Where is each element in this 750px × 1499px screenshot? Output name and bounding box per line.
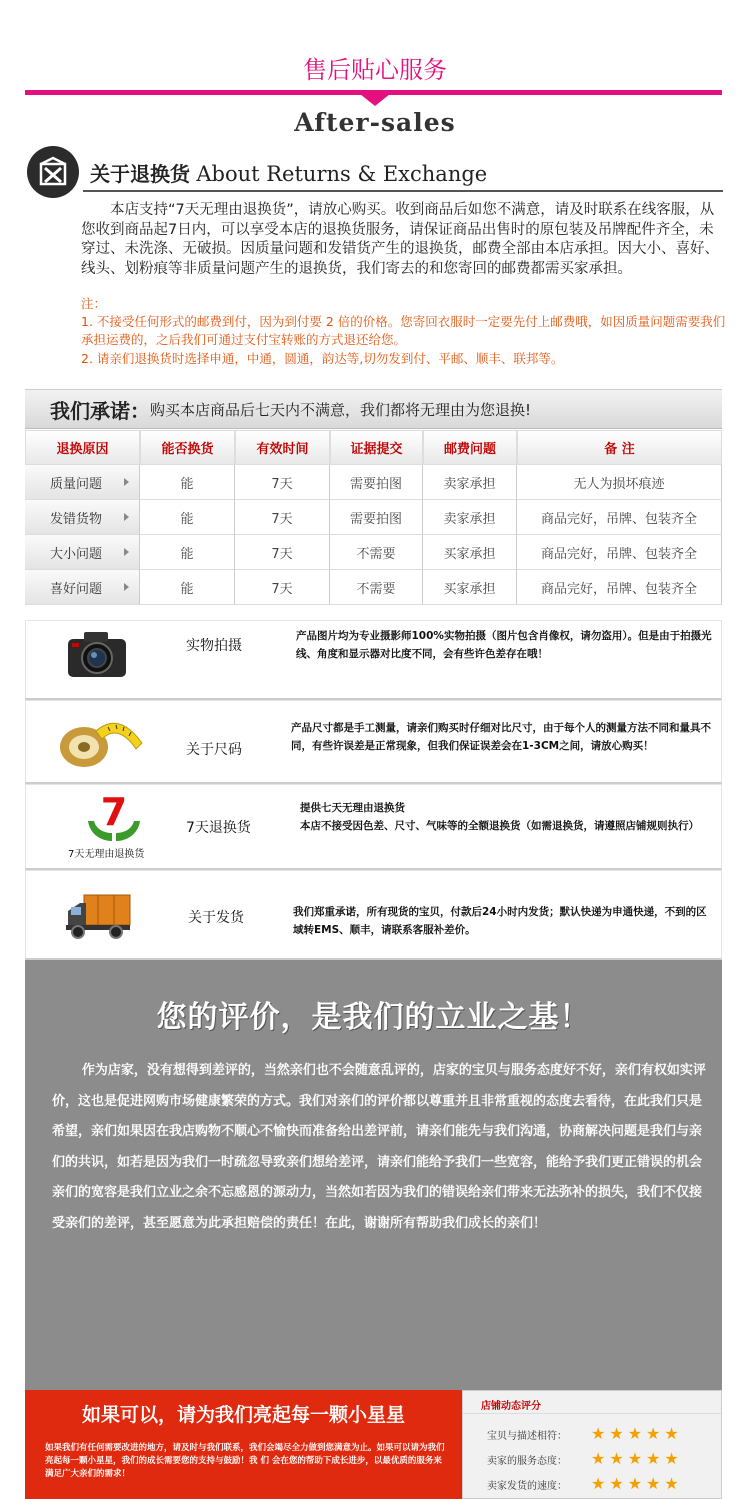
star-icon: ★ — [627, 1474, 643, 1493]
svg-text:7: 7 — [100, 791, 128, 834]
info-size-desc: 产品尺寸都是手工测量，请亲们购买时仔细对比尺寸，由于每个人的测量方法不同和量具不同，有些许误差是正常现象，但我们保证误差会在1-3CM之间，请放心购买！ — [291, 722, 711, 752]
rating-row — [487, 1475, 717, 1493]
row-label-text: 大小问题 — [50, 546, 103, 562]
table-cell: 需要拍图 — [330, 500, 423, 535]
table-row-label — [25, 570, 140, 605]
rating-label: 卖家发货的速度： — [487, 1480, 567, 1492]
star-icon: ★ — [591, 1474, 606, 1493]
returns-heading-cn: 关于退换货 — [90, 162, 190, 186]
table-header-cell: 邮费问题 — [423, 430, 517, 465]
table-row-label — [25, 535, 140, 570]
rating-row — [487, 1425, 717, 1443]
returns-table — [25, 430, 722, 605]
info-photo-desc: 产品图片均为专业摄影师100%实物拍摄（图片包含肖像权，请勿盗用）。但是由于拍摄光线、角度和显示器对比度不同，会有些许色差存在哦！ — [296, 630, 712, 660]
row-label-text: 喜好问题 — [50, 581, 103, 597]
page-subtitle: After-sales — [294, 108, 456, 137]
banner-title: 如果可以，请为我们亮起每一颗小星星 — [81, 1404, 405, 1426]
star-icon: ★ — [664, 1424, 679, 1443]
table-row — [25, 465, 722, 500]
table-cell: 商品完好，吊牌、包装齐全 — [517, 570, 722, 605]
info-return — [25, 784, 722, 870]
returns-heading-en: About Returns & Exchange — [196, 162, 488, 186]
table-cell: 不需要 — [330, 535, 423, 570]
page-title: 售后贴心服务 — [303, 56, 447, 84]
star-icon: ★ — [591, 1424, 606, 1443]
info-return-desc — [300, 799, 720, 835]
measuring-tape-icon — [56, 713, 146, 775]
info-return-label: 7天退换货 — [186, 820, 251, 836]
table-row-label — [25, 465, 140, 500]
triangle-right-icon — [124, 478, 129, 486]
info-size-label: 关于尺码 — [186, 742, 242, 758]
triangle-right-icon — [124, 583, 129, 591]
seven-day-return-icon — [84, 791, 144, 849]
table-cell: 7天 — [235, 465, 330, 500]
delivery-truck-icon — [66, 893, 132, 943]
shop-rating — [462, 1390, 722, 1499]
star-icon: ★ — [591, 1449, 606, 1468]
star-icon: ★ — [627, 1449, 643, 1468]
crossed-box-icon — [27, 146, 79, 198]
table-cell: 卖家承担 — [423, 465, 517, 500]
review-title: 您的评价，是我们的立业之基！ — [156, 1000, 591, 1035]
table-cell: 能 — [140, 465, 235, 500]
table-cell: 买家承担 — [423, 535, 517, 570]
rating-stars — [591, 1476, 679, 1492]
header-notch — [360, 94, 390, 106]
rating-label: 宝贝与描述相符： — [487, 1430, 567, 1442]
camera-icon — [66, 627, 128, 683]
promise-bar — [25, 389, 722, 429]
table-cell: 能 — [140, 535, 235, 570]
rating-divider — [463, 1413, 721, 1414]
returns-note-1: 1. 不接受任何形式的邮费到付，因为到付要 2 倍的价格。您寄回衣服时一定要先付上邮费哦，如因质量问题需要我们承担运费的，之后我们可通过支付宝转账的方式退还给您。 — [81, 314, 726, 347]
review-body: 作为店家，没有想得到差评的，当然亲们也不会随意乱评的，店家的宝贝与服务态度好不好，亲们有权如实评价，这也是促进网购市场健康繁荣的方式。我们对亲们的评价都以尊重并且非常重视的态度去看待，在此我们只是希望，亲们如果因在我店购物不顺心不愉快而准备给出差评前，请亲们能先与我们沟通，协商解决问题是我们与亲们的共识，如若是因为我们一时疏忽导致亲们想给差评，请亲们能给予我们一些宽容，能给予我们更正错误的机会亲们的宽容是我们立业之余不忘感恩的源动力，当然如若因为我们的错误给亲们带来无法弥补的损失，我们不仅接受亲们的差评，甚至愿意为此承担赔偿的责任！在此，谢谢所有帮助我们成长的亲们！ — [52, 1063, 706, 1231]
seven-day-caption: 7天无理由退换货 — [68, 849, 145, 860]
table-cell: 7天 — [235, 570, 330, 605]
table-cell: 不需要 — [330, 570, 423, 605]
table-header-cell: 备 注 — [517, 430, 722, 465]
info-shipping — [25, 870, 722, 960]
table-row — [25, 570, 722, 605]
info-photo — [25, 620, 722, 700]
table-header-cell: 退换原因 — [25, 430, 140, 465]
rating-title: 店铺动态评分 — [481, 1401, 541, 1412]
rating-stars — [591, 1426, 679, 1442]
table-header-cell: 证据提交 — [330, 430, 423, 465]
returns-heading — [90, 158, 487, 187]
triangle-right-icon — [124, 548, 129, 556]
table-row-label — [25, 500, 140, 535]
star-icon: ★ — [664, 1449, 679, 1468]
table-cell: 无人为损坏痕迹 — [517, 465, 722, 500]
info-shipping-label: 关于发货 — [188, 910, 244, 926]
table-header-cell: 有效时间 — [235, 430, 330, 465]
table-cell: 卖家承担 — [423, 500, 517, 535]
table-cell: 7天 — [235, 500, 330, 535]
star-banner — [25, 1390, 462, 1499]
table-cell: 买家承担 — [423, 570, 517, 605]
table-header-cell: 能否换货 — [140, 430, 235, 465]
promise-text: 购买本店商品后七天内不满意，我们都将无理由为您退换! — [150, 400, 532, 419]
rating-row — [487, 1450, 717, 1468]
table-row — [25, 535, 722, 570]
rating-stars — [591, 1451, 679, 1467]
star-icon: ★ — [646, 1449, 661, 1468]
table-cell: 7天 — [235, 535, 330, 570]
info-size — [25, 700, 722, 784]
star-icon: ★ — [646, 1474, 661, 1493]
returns-note-label: 注： — [81, 296, 107, 311]
table-cell: 商品完好，吊牌、包装齐全 — [517, 500, 722, 535]
info-return-desc-text: 本店不接受因色差、尺寸、气味等的全额退换货（如需退换货，请遵照店铺规则执行） — [300, 820, 699, 832]
returns-divider — [83, 190, 723, 192]
row-label-text: 发错货物 — [50, 511, 103, 527]
star-icon: ★ — [664, 1474, 679, 1493]
table-cell: 商品完好，吊牌、包装齐全 — [517, 535, 722, 570]
table-cell: 需要拍图 — [330, 465, 423, 500]
star-icon: ★ — [609, 1424, 624, 1443]
rating-label: 卖家的服务态度： — [487, 1455, 567, 1467]
star-icon: ★ — [609, 1449, 624, 1468]
info-shipping-desc: 我们郑重承诺，所有现货的宝贝，付款后24小时内发货；默认快递为申通快递，不到的区域转EMS、顺丰，请联系客服补差价。 — [293, 906, 707, 936]
star-icon: ★ — [609, 1474, 624, 1493]
table-header-row — [25, 430, 722, 465]
table-cell: 能 — [140, 500, 235, 535]
table-cell: 能 — [140, 570, 235, 605]
promise-title: 我们承诺： — [50, 398, 150, 423]
returns-body: 本店支持“7天无理由退换货”，请放心购买。收到商品后如您不满意，请及时联系在线客服，从您收到商品起7日内，可以享受本店的退换货服务，请保证商品出售时的原包装及吊牌配件齐全，未穿过、未洗涤、无破损。因质量问题和发错货产生的退换货，邮费全部由本店承担。因大小、喜好、线头、划粉痕等非质量问题产生的退换货，我们寄去的和您寄回的邮费都需买家承担。 — [81, 202, 719, 277]
triangle-right-icon — [124, 513, 129, 521]
review-section — [25, 960, 722, 1390]
info-return-desc-title: 提供七天无理由退换货 — [300, 802, 405, 814]
star-icon: ★ — [627, 1424, 643, 1443]
returns-note-2: 2. 请亲们退换货时选择申通，中通，圆通，韵达等,切勿发到付、平邮、顺丰、联邦等。 — [81, 351, 564, 366]
star-icon: ★ — [646, 1424, 661, 1443]
banner-body: 如果我们有任何需要改进的地方，请及时与我们联系，我们会竭尽全力做到您满意为止。如果可以请为我们亮起每一颗小星星，我们的成长需要您的支持与鼓励！我 们 会在您的帮助下成长进步，以最优质的服务来满足广大亲们的需求！ — [45, 1443, 445, 1479]
table-row — [25, 500, 722, 535]
info-photo-label: 实物拍摄 — [186, 638, 242, 654]
row-label-text: 质量问题 — [50, 476, 103, 492]
